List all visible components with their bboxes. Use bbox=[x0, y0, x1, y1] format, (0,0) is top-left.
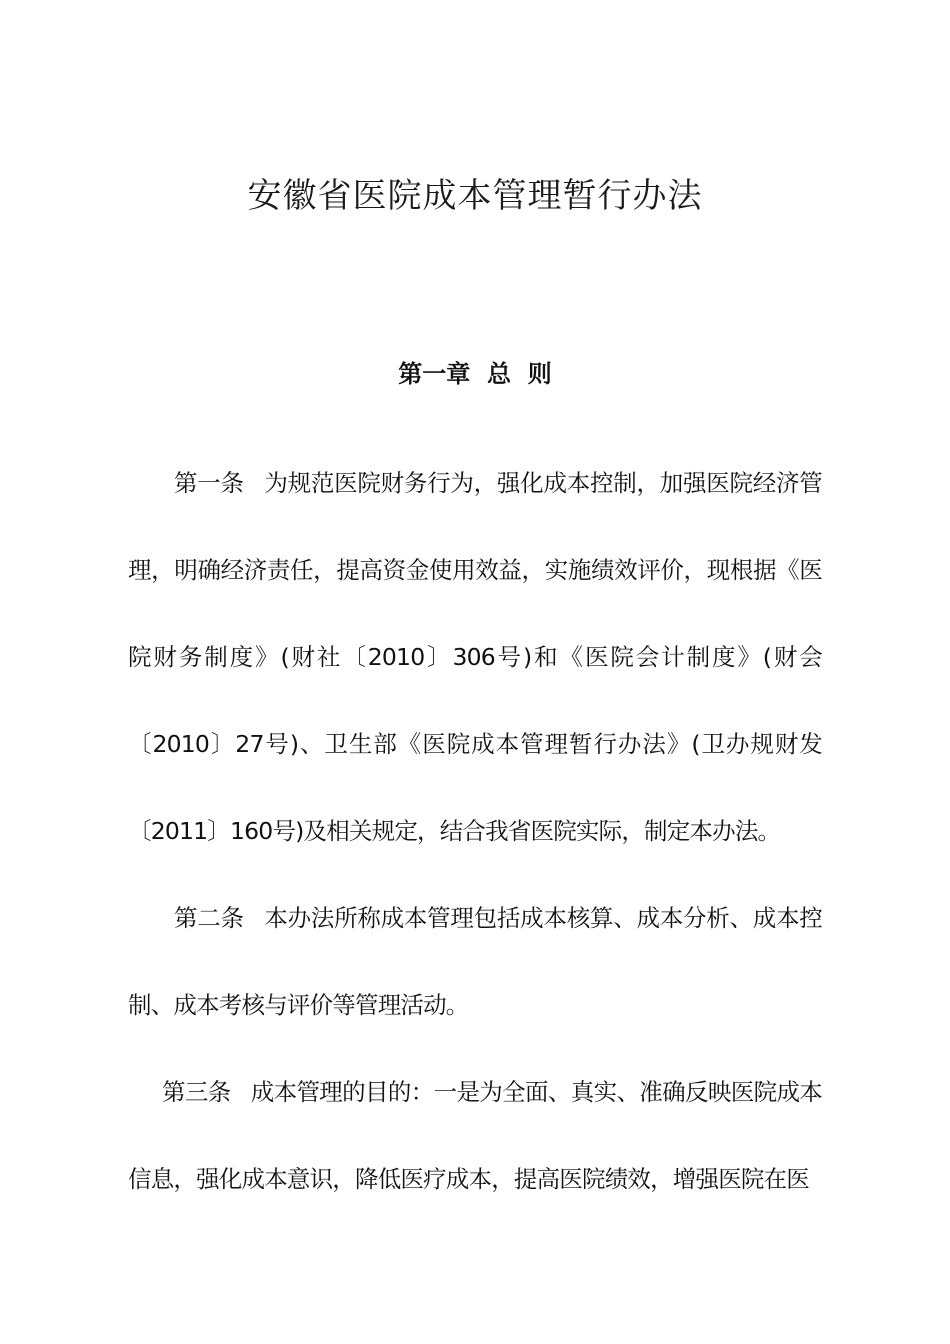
article-text: 为规范医院财务行为，强化成本控制，加强医院经济管理，明确经济责任，提高资金使用效益，实施绩效评价，现根据《医院财务制度》(财社〔2010〕306号)和《医院会计制度》(财会〔2010〕27号)、卫生部《医院成本管理暂行办法》(卫办规财发〔2011〕160号)及相关规定，结合我省医院实际，制定本办法。 bbox=[128, 469, 822, 845]
article-label: 第二条 bbox=[174, 904, 244, 932]
chapter-heading: 第一章 总 则 bbox=[398, 360, 552, 388]
article-3 bbox=[128, 1049, 822, 1223]
article-2 bbox=[128, 875, 822, 1049]
article-label: 第三条 bbox=[162, 1078, 231, 1106]
article-1 bbox=[128, 440, 822, 875]
article-label: 第一条 bbox=[174, 469, 244, 497]
document-body bbox=[128, 440, 822, 1223]
article-text: 本办法所称成本管理包括成本核算、成本分析、成本控制、成本考核与评价等管理活动。 bbox=[128, 904, 822, 1019]
document-title: 安徽省医院成本管理暂行办法 bbox=[247, 176, 703, 216]
article-text: 成本管理的目的：一是为全面、真实、准确反映医院成本信息，强化成本意识，降低医疗成本，提高医院绩效，增强医院在医 bbox=[128, 1078, 822, 1193]
